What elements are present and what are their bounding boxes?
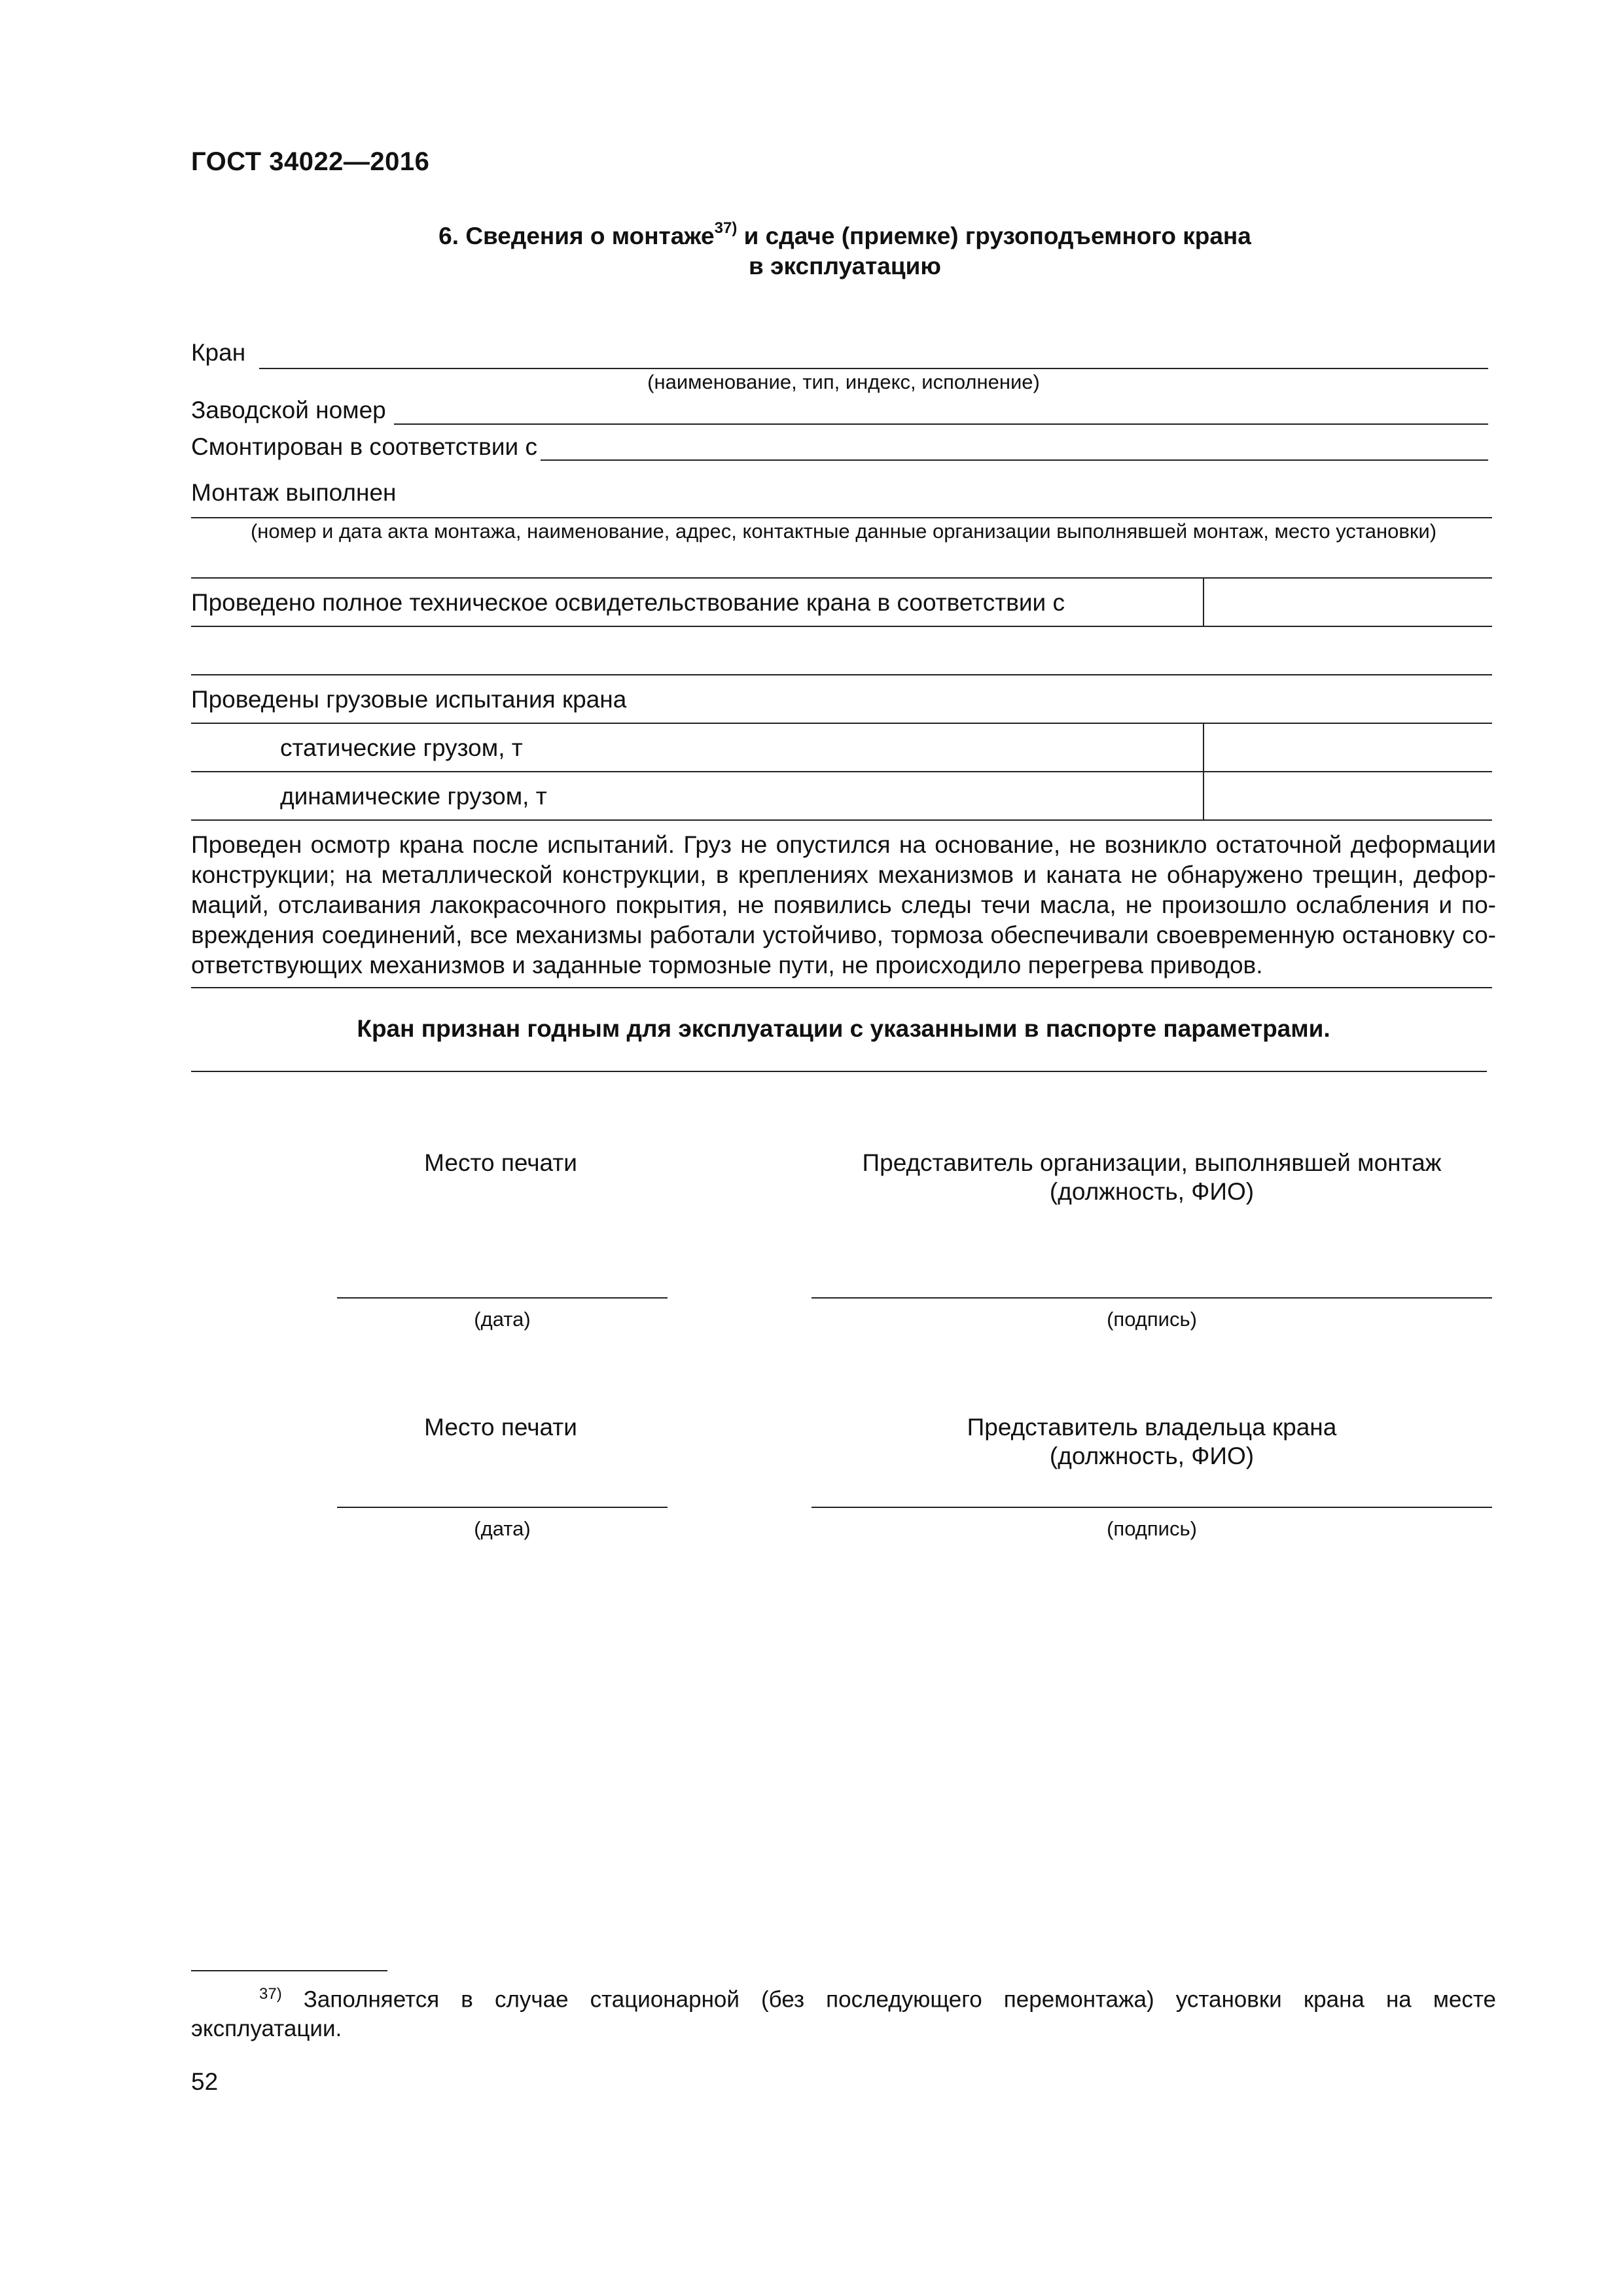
date-hint: (дата): [474, 1308, 531, 1331]
mounted-label: Смонтирован в соответствии с: [191, 433, 537, 460]
survey-label: Проведено полное техническое освидетельствование крана в соответствии с: [191, 589, 1065, 616]
owner-role: Представитель владельца крана: [967, 1414, 1337, 1441]
crane-label: Кран: [191, 339, 246, 366]
section-title-part2: и сдаче (приемке) грузоподъемного крана: [743, 223, 1251, 249]
date-line[interactable]: [337, 1507, 668, 1508]
inspection-line: Проведен осмотр крана после испытаний. Груз не опустился на основание, не возникло остаточной деформации: [191, 831, 1496, 858]
static-load-label: статические грузом, т: [280, 734, 523, 761]
crane-hint: (наименование, тип, индекс, исполнение): [647, 370, 1040, 393]
footnote-number: 37): [259, 1985, 282, 2003]
owner-role-hint: (должность, ФИО): [1049, 1443, 1255, 1469]
section-title: [191, 221, 1499, 281]
footnote-separator: [191, 1970, 387, 1971]
signature-line[interactable]: [812, 1507, 1492, 1508]
inspection-line: ответствующих механизмов и заданные тормозные пути, не происходило перегрева приводов.: [191, 952, 1263, 978]
section-title-part1: Сведения о монтаже: [465, 223, 715, 249]
installation-hint: (номер и дата акта монтажа, наименование, адрес, контактные данные организации выполнявшей монтаж, место установки): [250, 520, 1437, 543]
installation-label: Монтаж выполнен: [191, 479, 397, 506]
signature-hint: (подпись): [1107, 1308, 1197, 1331]
installation-input-line[interactable]: [191, 517, 1492, 518]
seal-label: Место печати: [424, 1149, 577, 1176]
page-number: 52: [191, 2068, 219, 2095]
date-hint: (дата): [474, 1517, 531, 1540]
crane-input-line[interactable]: [259, 368, 1488, 369]
installer-role: Представитель организации, выполнявшей монтаж: [862, 1149, 1442, 1176]
inspection-line: маций, отслаивания лакокрасочного покрытия, не появились следы течи масла, не произошло ослабления и по-: [191, 891, 1496, 918]
footnote: [191, 1980, 1496, 2043]
load-tests-label: Проведены грузовые испытания крана: [191, 686, 627, 713]
signature-hint: (подпись): [1107, 1517, 1197, 1540]
survey-value-cell[interactable]: [1205, 579, 1492, 624]
serial-label: Заводской номер: [191, 397, 386, 423]
installer-role-hint: (должность, ФИО): [1049, 1178, 1255, 1205]
inspection-line: конструкции; на металлической конструкции, в креплениях механизмов и каната не обнаружено трещин, дефор-: [191, 861, 1496, 888]
footnote-line2: эксплуатации.: [191, 2015, 342, 2041]
verdict-text: Кран признан годным для эксплуатации с указанными в паспорте параметрами.: [357, 1015, 1330, 1042]
mounted-input-line[interactable]: [541, 459, 1488, 461]
table-line-3: [191, 674, 1492, 675]
inspection-line: вреждения соединений, все механизмы работали устойчиво, тормоза обеспечивали своевременную остановку со-: [191, 922, 1496, 948]
section-number: 6.: [438, 223, 459, 249]
section-title-line2: в эксплуатацию: [749, 253, 941, 279]
static-load-value-cell[interactable]: [1205, 724, 1492, 770]
verdict-underline: [191, 1071, 1487, 1072]
footnote-reference[interactable]: 37): [714, 219, 738, 237]
inspection-underline: [191, 987, 1492, 988]
table-line-2: [191, 626, 1492, 627]
seal-label: Место печати: [424, 1414, 577, 1441]
table-line-6: [191, 819, 1492, 821]
serial-input-line[interactable]: [394, 423, 1488, 425]
date-line[interactable]: [337, 1297, 668, 1299]
dynamic-load-value-cell[interactable]: [1205, 772, 1492, 818]
survey-cell-divider: [1203, 577, 1204, 626]
inspection-paragraph: [191, 830, 1496, 980]
signature-line[interactable]: [812, 1297, 1492, 1299]
document-code: ГОСТ 34022—2016: [191, 147, 430, 176]
footnote-line1: Заполняется в случае стационарной (без последующего перемонтажа) установки крана на месте: [303, 1986, 1496, 2013]
dynamic-load-label: динамические грузом, т: [280, 783, 547, 810]
